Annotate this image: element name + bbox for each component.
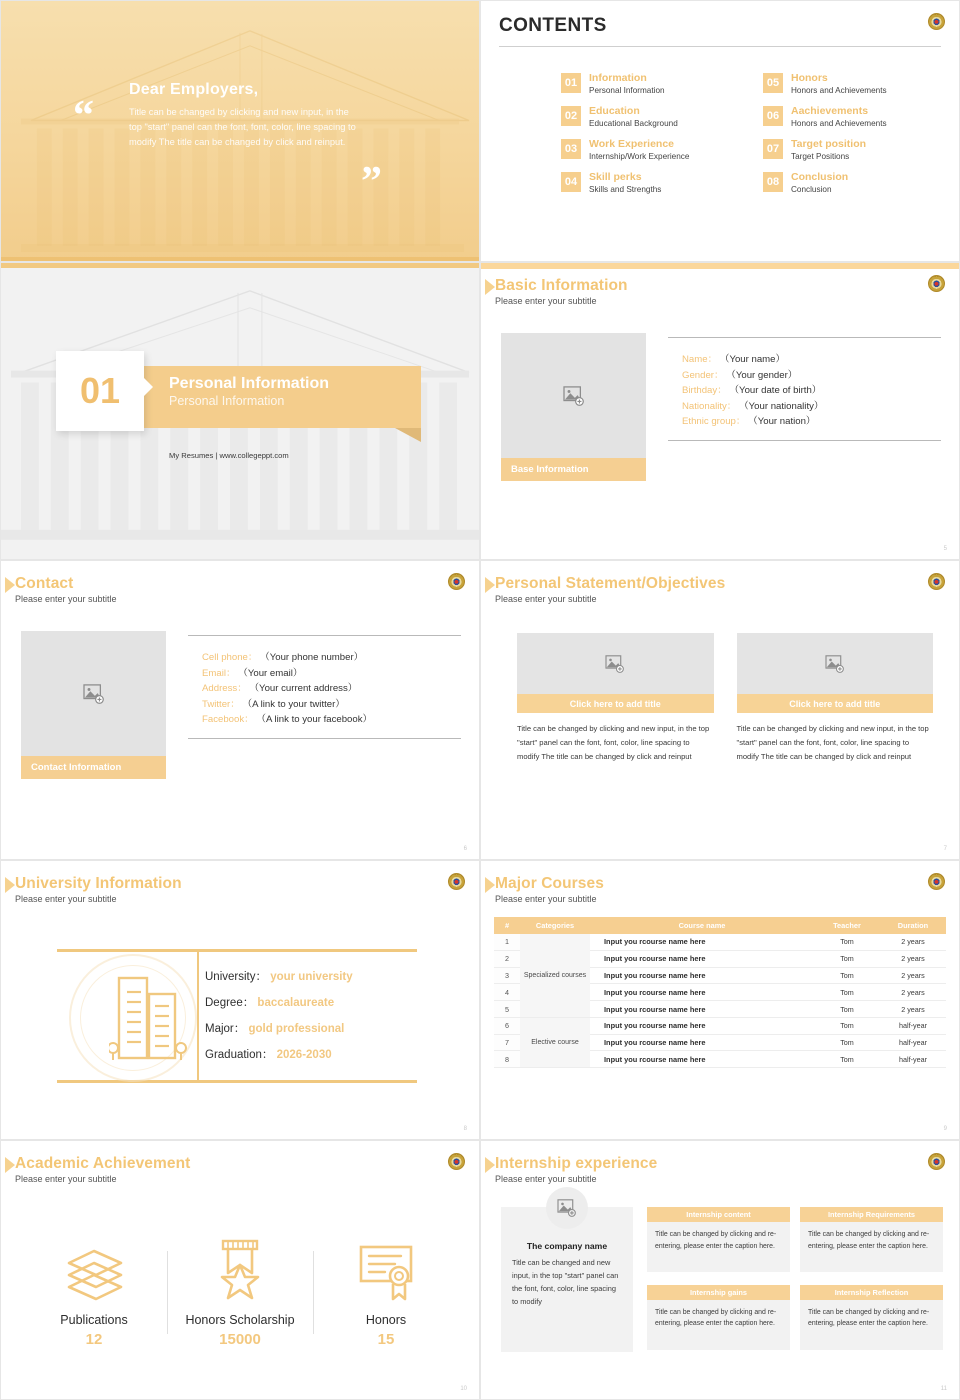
triangle-bullet-icon [5,577,15,593]
quote-bottom-accent-bar [1,257,479,261]
divider-title: Personal Information [169,375,330,392]
stat-label: Honors Scholarship [185,1313,295,1327]
cell-duration: 2 years [880,1001,946,1018]
cell-duration: half-year [880,1034,946,1051]
contents-list [561,73,941,194]
divider-credit: My Resumes | www.collegeppt.com [169,451,289,460]
contact-fields [188,631,461,779]
cell-category: Specialized courses [520,934,590,1017]
quote-body: Title can be changed by clicking and new input, in the top "start" panel can the font, font, color, line spacing to modify The title can be changed by click and reinput. [129,107,356,148]
cell-duration: 2 years [880,950,946,967]
toc-number: 07 [763,139,783,159]
triangle-bullet-icon [485,279,495,295]
col-duration: Duration [880,917,946,934]
cell-index: 6 [494,1017,520,1034]
triangle-bullet-icon [5,877,15,893]
contents-divider-rule [499,46,941,47]
field-key: Birthday： [682,385,727,397]
field-key: Address： [202,683,247,695]
slide-quote [0,0,480,262]
company-name: The company name [526,1241,608,1251]
page-subtitle: Please enter your subtitle [495,594,597,605]
statement-header [495,575,725,604]
cell-index: 7 [494,1034,520,1051]
triangle-bullet-icon [485,1157,495,1173]
cell-teacher: Tom [814,934,880,950]
page-number: 5 [943,546,947,552]
university-details [205,968,353,1072]
toc-number: 02 [561,106,581,126]
university-bottom-rule [57,1080,417,1083]
page-title: Basic Information [495,277,628,294]
field-value: （Your name） [719,354,786,365]
internship-card-reflection[interactable] [800,1285,943,1353]
toc-number: 05 [763,73,783,93]
field-value: （Your nationality） [739,400,824,412]
internship-card-grid [647,1207,943,1352]
page-title: Internship experience [495,1155,658,1172]
page-title: Academic Achievement [15,1155,191,1172]
page-subtitle: Please enter your subtitle [15,1174,117,1185]
toc-subtitle: Internship/Work Experience [589,152,690,162]
cell-course: Input you rcourse name here [590,967,814,984]
col-teacher: Teacher [814,917,880,934]
university-seal-icon [928,13,945,30]
toc-subtitle: Skills and Strengths [589,185,662,195]
slide-major-courses [480,860,960,1140]
medal-star-icon [209,1239,271,1301]
stat-value: 12 [85,1331,103,1348]
col-index: # [494,917,520,934]
card-body: Title can be changed by clicking and new input, in the top "start" panel can the font, font, color, line spacing to modify The title can be changed by click and reinput [736,724,929,762]
cell-index: 5 [494,1001,520,1018]
toc-item-06[interactable] [763,106,941,128]
row-major [205,1020,353,1036]
statement-card-2[interactable] [737,633,934,764]
internship-card-content[interactable] [647,1207,790,1275]
page-subtitle: Please enter your subtitle [495,894,597,905]
image-placeholder-icon [605,655,625,673]
toc-item-04[interactable] [561,172,739,194]
cell-teacher: Tom [814,967,880,984]
toc-number: 03 [561,139,581,159]
quote-close-mark: ” [361,159,382,205]
triangle-bullet-icon [485,877,495,893]
cell-duration: 2 years [880,967,946,984]
page-subtitle: Please enter your subtitle [495,296,597,307]
toc-title: Work Experience [589,138,675,151]
row-key: Graduation： [205,1049,274,1061]
card-body: Title can be changed by clicking and re-entering, please enter the caption here. [800,1222,943,1272]
page-subtitle: Please enter your subtitle [15,894,117,905]
quote-title: Dear Employers, [129,81,259,98]
cell-teacher: Tom [814,1001,880,1018]
field-nationality [682,399,941,415]
page-number: 8 [463,1126,467,1132]
toc-subtitle: Personal Information [589,86,665,96]
row-university [205,968,353,984]
cell-course: Input you rcourse name here [590,950,814,967]
slide-contents [480,0,960,262]
toc-subtitle: Honors and Achievements [791,119,887,129]
toc-subtitle: Honors and Achievements [791,86,887,96]
page-subtitle: Please enter your subtitle [495,1174,597,1185]
card-body: Title can be changed by clicking and new input, in the top "start" panel can the font, font, color, line spacing to modify The title can be changed by click and reinput [517,724,710,762]
toc-number: 04 [561,172,581,192]
contents-title: CONTENTS [499,15,607,36]
field-key: Gender： [682,369,724,381]
courses-header [495,875,604,904]
row-value: 2026-2030 [276,1049,332,1061]
page-number: 6 [463,846,467,852]
card-body: Title can be changed by clicking and re-entering, please enter the caption here. [647,1300,790,1350]
university-seal-icon [448,1153,465,1170]
stat-value: 15000 [219,1331,261,1348]
toc-title: Target position [791,138,867,151]
photo-caption: Contact Information [21,756,166,779]
toc-title: Education [589,105,640,118]
basic-info-fields [668,333,941,481]
card-heading: Internship Reflection [800,1285,943,1300]
field-value: （Your gender） [726,369,798,381]
row-value: baccalaureate [257,997,335,1009]
card-heading: Internship Requirements [800,1207,943,1222]
page-number: 9 [943,1126,947,1132]
cell-index: 8 [494,1051,520,1068]
fields-bottom-rule [188,738,461,739]
quote-open-mark: “ [73,93,94,139]
basic-info-header [495,277,628,306]
university-header [15,875,182,904]
cell-teacher: Tom [814,1017,880,1034]
card-heading: Internship gains [647,1285,790,1300]
stat-honors [313,1239,459,1348]
toc-title: Aachievements [791,105,869,118]
toc-item-03[interactable] [561,139,739,161]
field-value: （Your email） [238,667,303,679]
page-number: 7 [943,846,947,852]
toc-item-07[interactable] [763,139,941,161]
cell-category: Elective course [520,1017,590,1067]
page-number: 10 [460,1386,467,1392]
row-key: University： [205,971,267,983]
card-body: Title can be changed by clicking and re-entering, please enter the caption here. [647,1222,790,1272]
row-key: Major： [205,1023,246,1035]
page-number: 11 [940,1386,947,1392]
field-key: Name： [682,354,718,365]
card-heading: Internship content [647,1207,790,1222]
toc-subtitle: Target Positions [791,152,850,162]
field-ethnic-group [682,414,941,430]
card-caption: Click here to add title [517,694,714,713]
table-header-row [494,917,946,934]
stat-honors-scholarship [167,1239,313,1348]
row-degree [205,994,353,1010]
cell-duration: half-year [880,1017,946,1034]
toc-number: 01 [561,73,581,93]
field-email [202,666,461,682]
field-value: （A link to your twitter） [242,698,345,710]
cell-teacher: Tom [814,1034,880,1051]
basic-info-top-accent-bar [481,263,959,269]
university-seal-icon [448,873,465,890]
page-title: University Information [15,875,182,892]
table-row [494,1017,946,1034]
field-value: （Your phone number） [260,652,364,663]
field-gender [682,368,941,384]
university-seal-icon [928,573,945,590]
toc-title: Information [589,72,647,84]
cell-course: Input you rcourse name here [590,1001,814,1018]
cell-course: Input you rcourse name here [590,1017,814,1034]
company-panel [501,1207,633,1352]
university-seal-icon [928,275,945,292]
university-seal-icon [928,1153,945,1170]
page-title: Personal Statement/Objectives [495,575,726,592]
slide-contact [0,560,480,860]
books-icon [61,1247,127,1301]
toc-item-01[interactable] [561,73,739,95]
field-birthday [682,383,941,399]
university-vertical-rule [197,952,199,1080]
cell-course: Input you rcourse name here [590,1051,814,1068]
photo-placeholder[interactable] [501,333,646,481]
table-row [494,934,946,950]
cell-duration: 2 years [880,934,946,950]
contact-header [15,575,117,604]
field-key: Cell phone： [202,652,258,663]
col-course-name: Course name [590,917,814,934]
internship-card-gains[interactable] [647,1285,790,1353]
slide-section-divider [0,262,480,560]
toc-item-02[interactable] [561,106,739,128]
field-value: （Your nation） [748,416,816,428]
field-value: （A link to your facebook） [256,714,373,726]
cell-teacher: Tom [814,950,880,967]
row-value: gold professional [248,1023,345,1035]
toc-title: Skill perks [589,171,642,184]
row-value: your university [270,971,353,983]
achievement-header [15,1155,190,1184]
cell-course: Input you rcourse name here [590,1034,814,1051]
slide-university-information [0,860,480,1140]
image-placeholder-icon [825,655,845,673]
toc-number: 06 [763,106,783,126]
field-key: Nationality： [682,400,737,412]
field-twitter [202,697,461,713]
cell-index: 3 [494,967,520,984]
field-cell-phone [202,650,461,666]
page-title: Major Courses [495,875,604,892]
stat-value: 15 [377,1331,395,1348]
cell-index: 2 [494,950,520,967]
university-seal-icon [448,573,465,590]
card-body: Title can be changed by clicking and re-entering, please enter the caption here. [800,1300,943,1350]
divider-subtitle: Personal Information [169,394,285,408]
cell-teacher: Tom [814,1051,880,1068]
slide-internship-experience [480,1140,960,1400]
field-facebook [202,712,461,728]
internship-card-requirements[interactable] [800,1207,943,1275]
toc-title: Conclusion [791,171,849,184]
cell-duration: 2 years [880,984,946,1001]
triangle-bullet-icon [485,577,495,593]
page-title: Contact [15,575,74,592]
field-key: Facebook： [202,714,254,726]
field-key: Ethnic group： [682,416,746,428]
cell-duration: half-year [880,1051,946,1068]
triangle-bullet-icon [5,1157,15,1173]
slide-academic-achievement [0,1140,480,1400]
page-subtitle: Please enter your subtitle [15,594,117,605]
field-key: Email： [202,667,236,679]
divider-section-number: 01 [56,351,144,431]
toc-subtitle: Conclusion [791,185,832,195]
buildings-icon [109,970,189,1066]
field-address [202,681,461,697]
cell-index: 1 [494,934,520,950]
field-value: （Your current address） [249,683,358,695]
university-seal-icon [928,873,945,890]
photo-placeholder[interactable] [21,631,166,779]
toc-subtitle: Educational Background [589,119,678,129]
field-key: Twitter： [202,698,240,710]
image-placeholder-icon [557,1199,577,1217]
cell-course: Input you rcourse name here [590,984,814,1001]
col-categories: Categories [520,917,590,934]
slide-personal-statement [480,560,960,860]
photo-caption: Base Information [501,458,646,481]
stat-label: Honors [365,1313,407,1327]
field-name [682,352,941,368]
stat-publications [21,1239,167,1348]
cell-index: 4 [494,984,520,1001]
fields-bottom-rule [668,440,941,441]
row-graduation [205,1046,353,1062]
internship-header [495,1155,657,1184]
image-placeholder-icon [563,386,585,406]
stat-label: Publications [60,1313,128,1327]
image-placeholder-icon [83,684,105,704]
company-logo-placeholder[interactable] [546,1187,588,1229]
certificate-icon [355,1243,417,1301]
company-description: Title can be changed and new input, in the top "start" panel can the font, font, color, line spacing to modify [512,1258,619,1306]
toc-item-05[interactable] [763,73,941,95]
statement-card-1[interactable] [517,633,714,764]
cell-teacher: Tom [814,984,880,1001]
row-key: Degree： [205,997,255,1009]
field-value: （Your date of birth） [729,385,822,397]
toc-item-08[interactable] [763,172,941,194]
cell-course: Input you rcourse name here [590,934,814,950]
courses-table [494,917,946,1068]
toc-number: 08 [763,172,783,192]
card-caption: Click here to add title [737,694,934,713]
toc-title: Honors [791,72,828,84]
slide-basic-information [480,262,960,560]
